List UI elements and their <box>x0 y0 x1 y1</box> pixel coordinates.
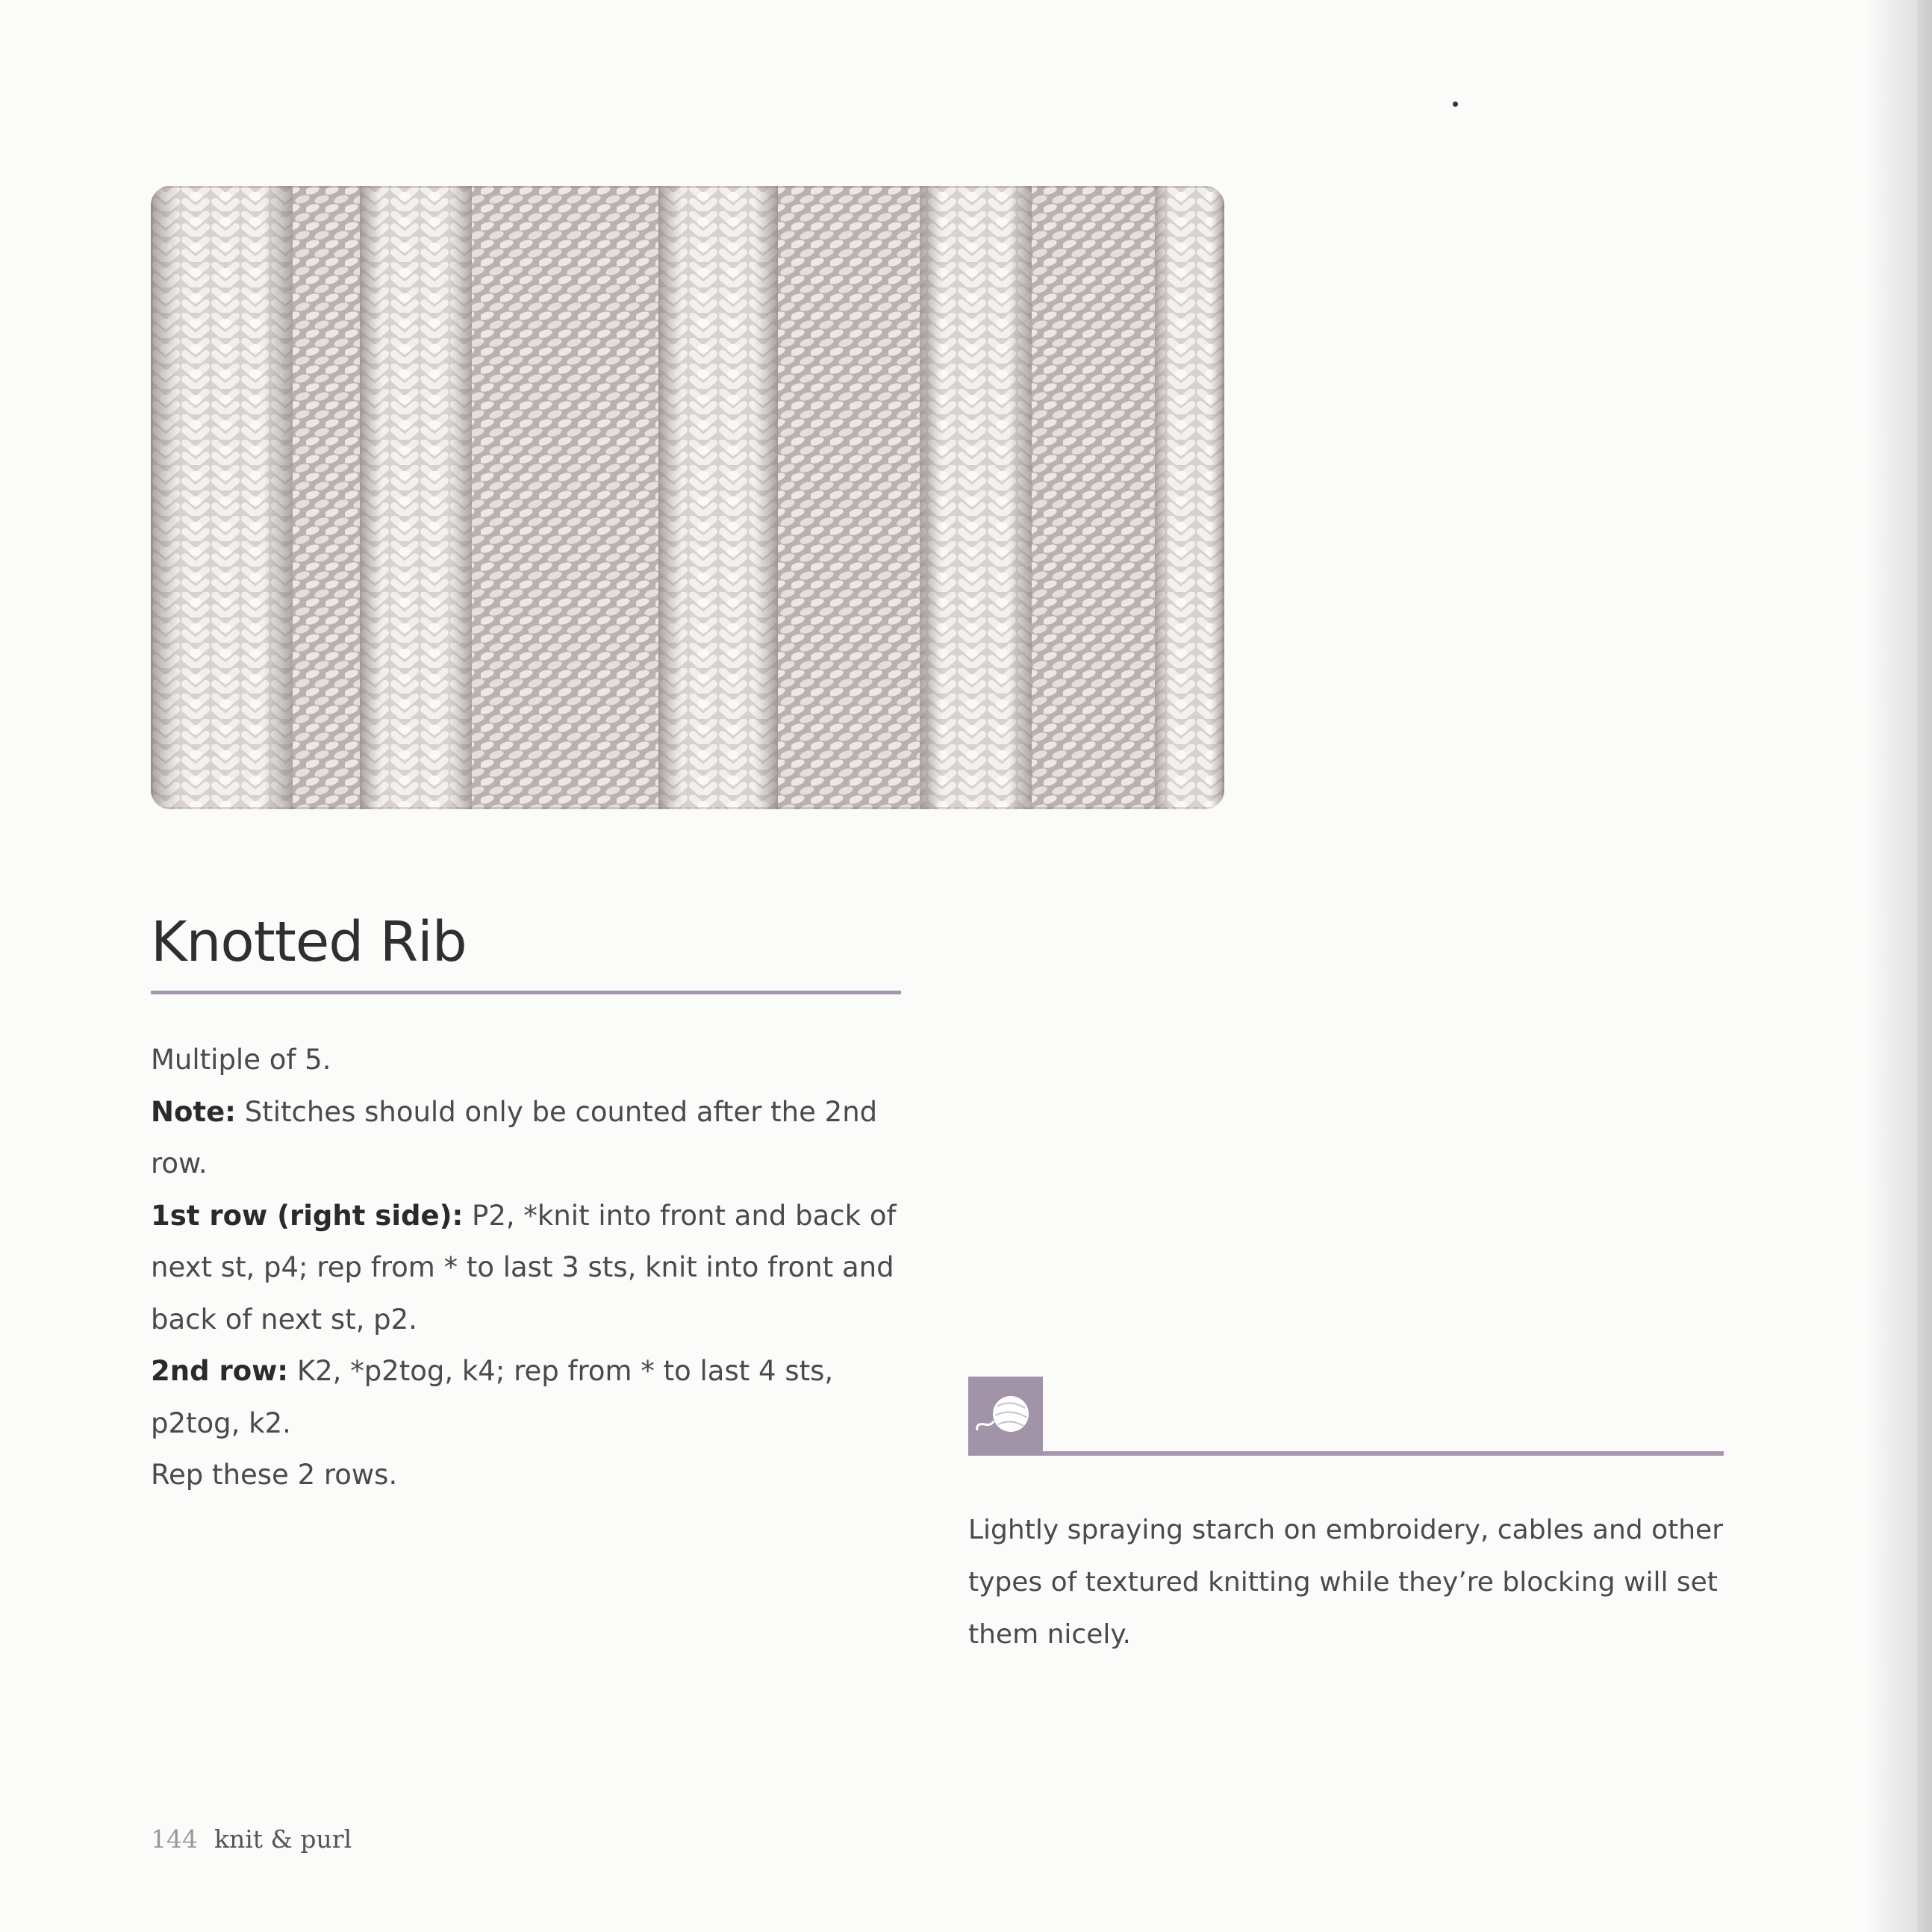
row1-text: P2, *knit into front and back of next st, p4; rep from * to last 3 sts, knit into front and back of next st, p2. <box>151 1199 897 1336</box>
scan-speck <box>1453 102 1458 107</box>
rib-shading <box>360 186 472 809</box>
row2-label: 2nd row: <box>151 1355 289 1387</box>
stitch-title: Knotted Rib <box>151 910 467 974</box>
page-edge <box>1917 0 1932 1932</box>
row2-text: K2, *p2tog, k4; rep from * to last 4 sts, p2tog, k2. <box>151 1355 834 1439</box>
purl-band <box>472 186 658 809</box>
note-line <box>151 1086 912 1190</box>
repeat-instruction: Rep these 2 rows. <box>151 1459 398 1491</box>
knitted-swatch-photo <box>151 186 1224 809</box>
swatch-image <box>151 186 1224 809</box>
rib-shading <box>920 186 1032 809</box>
stitch-multiple: Multiple of 5. <box>151 1044 331 1076</box>
tip-text: Lightly spraying starch on embroidery, cables and other types of textured knitting while they’re blocking will set them nicely. <box>968 1515 1723 1650</box>
page-footer <box>151 1825 352 1854</box>
purl-band <box>293 186 360 809</box>
rib-shading <box>151 186 293 809</box>
row1-label: 1st row (right side): <box>151 1199 464 1232</box>
row2-instruction <box>151 1345 912 1449</box>
purl-band <box>778 186 920 809</box>
yarn-ball-icon <box>968 1377 1043 1456</box>
rib-shading <box>658 186 778 809</box>
title-underline <box>151 991 901 994</box>
book-title: knit & purl <box>214 1825 352 1854</box>
row1-instruction <box>151 1190 912 1346</box>
rib-shading <box>1155 186 1224 809</box>
tip-underline <box>1043 1451 1724 1456</box>
page-number: 144 <box>151 1825 198 1854</box>
note-label: Note: <box>151 1095 236 1128</box>
purl-band <box>1032 186 1155 809</box>
stitch-instructions <box>151 1034 912 1501</box>
note-text: Stitches should only be counted after the 2nd row. <box>151 1095 878 1180</box>
